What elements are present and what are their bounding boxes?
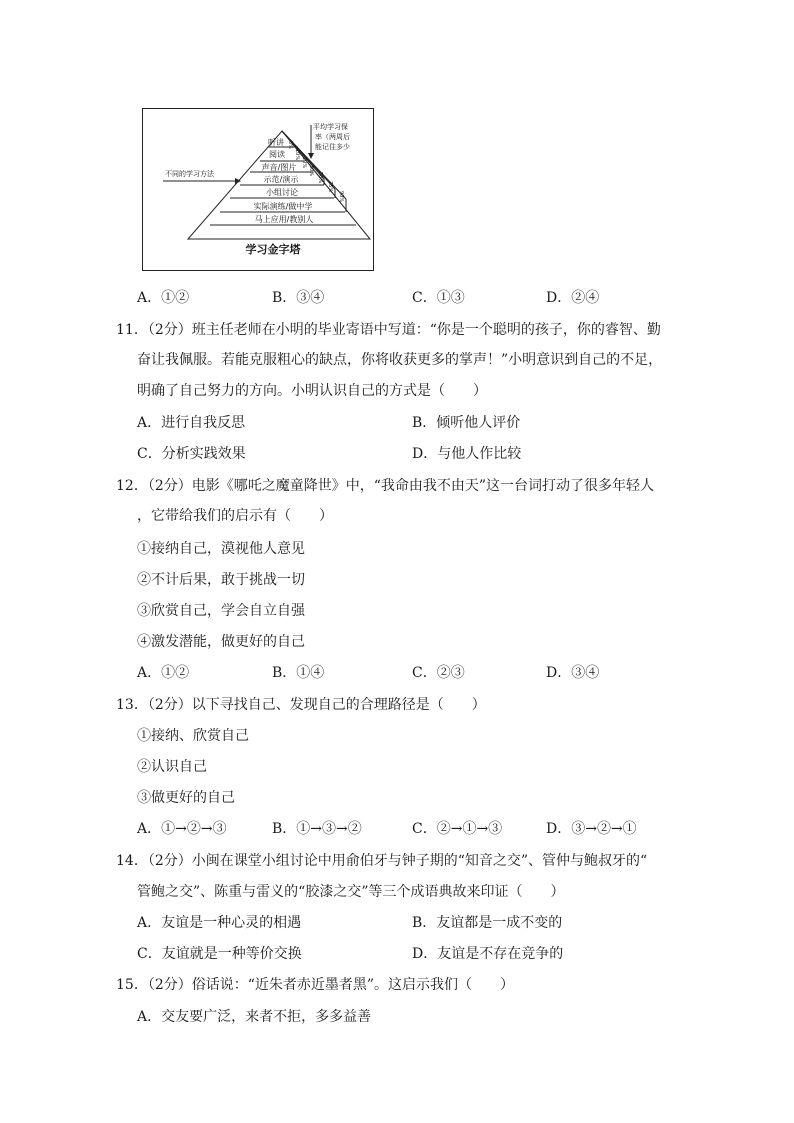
level-label: 马上应用/教别人 <box>254 215 314 224</box>
q12-option-a[interactable]: A．①② <box>137 665 190 681</box>
q15-option-a[interactable]: A．交友要广泛，来者不拒，多多益善 <box>137 1009 372 1025</box>
learning-pyramid-figure <box>142 108 374 271</box>
q14-option-a[interactable]: A．友谊是一种心灵的相遇 <box>137 915 302 931</box>
q12-item: ①接纳自己，漠视他人意见 <box>137 541 305 557</box>
q11-stem-line: 11．（2分）班主任老师在小明的毕业寄语中写道：“你是一个聪明的孩子，你的睿智、勤 <box>116 322 661 338</box>
q12-option-b[interactable]: B．①④ <box>272 665 325 681</box>
pyramid-diagram <box>143 109 373 270</box>
percent-label: 75% <box>327 181 333 193</box>
q10-option-b[interactable]: B．③④ <box>272 290 325 306</box>
q12-item: ②不计后果，敢于挑战一切 <box>137 572 305 588</box>
q12-stem-line: 12．（2分）电影《哪吒之魔童降世》中，“我命由我不由天”这一台词打动了很多年轻人 <box>116 478 655 494</box>
level-label: 示范/演示 <box>263 175 299 184</box>
right-label-line: 率（两周后 <box>315 133 350 141</box>
percent-label: 30% <box>308 165 314 177</box>
percent-label: 5% <box>287 141 293 149</box>
q10-option-a[interactable]: A．①② <box>137 290 190 306</box>
right-label-line: 能记住多少 <box>315 143 350 151</box>
right-label-line: 平均学习保 <box>313 123 348 131</box>
figure-title: 学习金字塔 <box>245 243 301 256</box>
percent-label: 50% <box>317 172 323 184</box>
q12-option-c[interactable]: C．②③ <box>412 665 465 681</box>
q11-option-c[interactable]: C．分析实践效果 <box>137 446 246 462</box>
q13-option-d[interactable]: D．③→②→① <box>546 821 637 837</box>
q14-stem-line: 管鲍之交”、陈重与雷义的“胶漆之交”等三个成语典故来印证（ ） <box>137 884 565 900</box>
q13-item: ③做更好的自己 <box>137 790 235 806</box>
q13-item: ①接纳、欣赏自己 <box>137 728 249 744</box>
left-label: 不同的学习方法 <box>165 170 214 178</box>
q14-option-b[interactable]: B．友谊都是一成不变的 <box>412 915 563 931</box>
q10-option-c[interactable]: C．①③ <box>412 290 465 306</box>
q12-stem-line: ，它带给我们的启示有（ ） <box>137 508 333 524</box>
level-label: 阅读 <box>269 150 285 159</box>
q14-option-d[interactable]: D．友谊是不存在竞争的 <box>412 946 564 962</box>
q15-stem-line: 15．（2分）俗话说：“近朱者赤近墨者黑”。这启示我们（ ） <box>116 977 515 993</box>
q13-stem-line: 13．（2分）以下寻找自己、发现自己的合理路径是（ ） <box>116 697 486 713</box>
q14-option-c[interactable]: C．友谊就是一种等价交换 <box>137 946 302 962</box>
q12-item: ③欣赏自己，学会自立自强 <box>137 603 305 619</box>
q11-stem-line: 奋让我佩服。若能克服粗心的缺点，你将收获更多的掌声！”小明意识到自己的不足， <box>137 352 663 368</box>
level-label: 声音/图片 <box>261 163 297 172</box>
percent-label: 20% <box>301 157 307 169</box>
q12-item: ④激发潜能，做更好的自己 <box>137 634 305 650</box>
q10-option-d[interactable]: D．②④ <box>546 290 600 306</box>
q11-option-a[interactable]: A．进行自我反思 <box>137 415 246 431</box>
q11-stem-line: 明确了自己努力的方向。小明认识自己的方式是（ ） <box>137 383 487 399</box>
q11-option-d[interactable]: D．与他人作比较 <box>412 446 522 462</box>
percent-label: 90% <box>338 191 344 203</box>
q13-option-c[interactable]: C．②→①→③ <box>412 821 503 837</box>
level-label: 听讲 <box>268 138 284 147</box>
q12-option-d[interactable]: D．③④ <box>546 665 600 681</box>
q13-option-a[interactable]: A．①→②→③ <box>137 821 227 837</box>
q13-option-b[interactable]: B．①→③→② <box>272 821 362 837</box>
percent-label: 10% <box>294 149 300 161</box>
q11-option-b[interactable]: B．倾听他人评价 <box>412 415 521 431</box>
q14-stem-line: 14．（2分）小闽在课堂小组讨论中用俞伯牙与钟子期的“知音之交”、管仲与鲍叔牙的“ <box>116 853 648 869</box>
level-label: 实际演练/做中学 <box>253 202 313 211</box>
level-label: 小组讨论 <box>266 188 298 197</box>
q13-item: ②认识自己 <box>137 759 207 775</box>
